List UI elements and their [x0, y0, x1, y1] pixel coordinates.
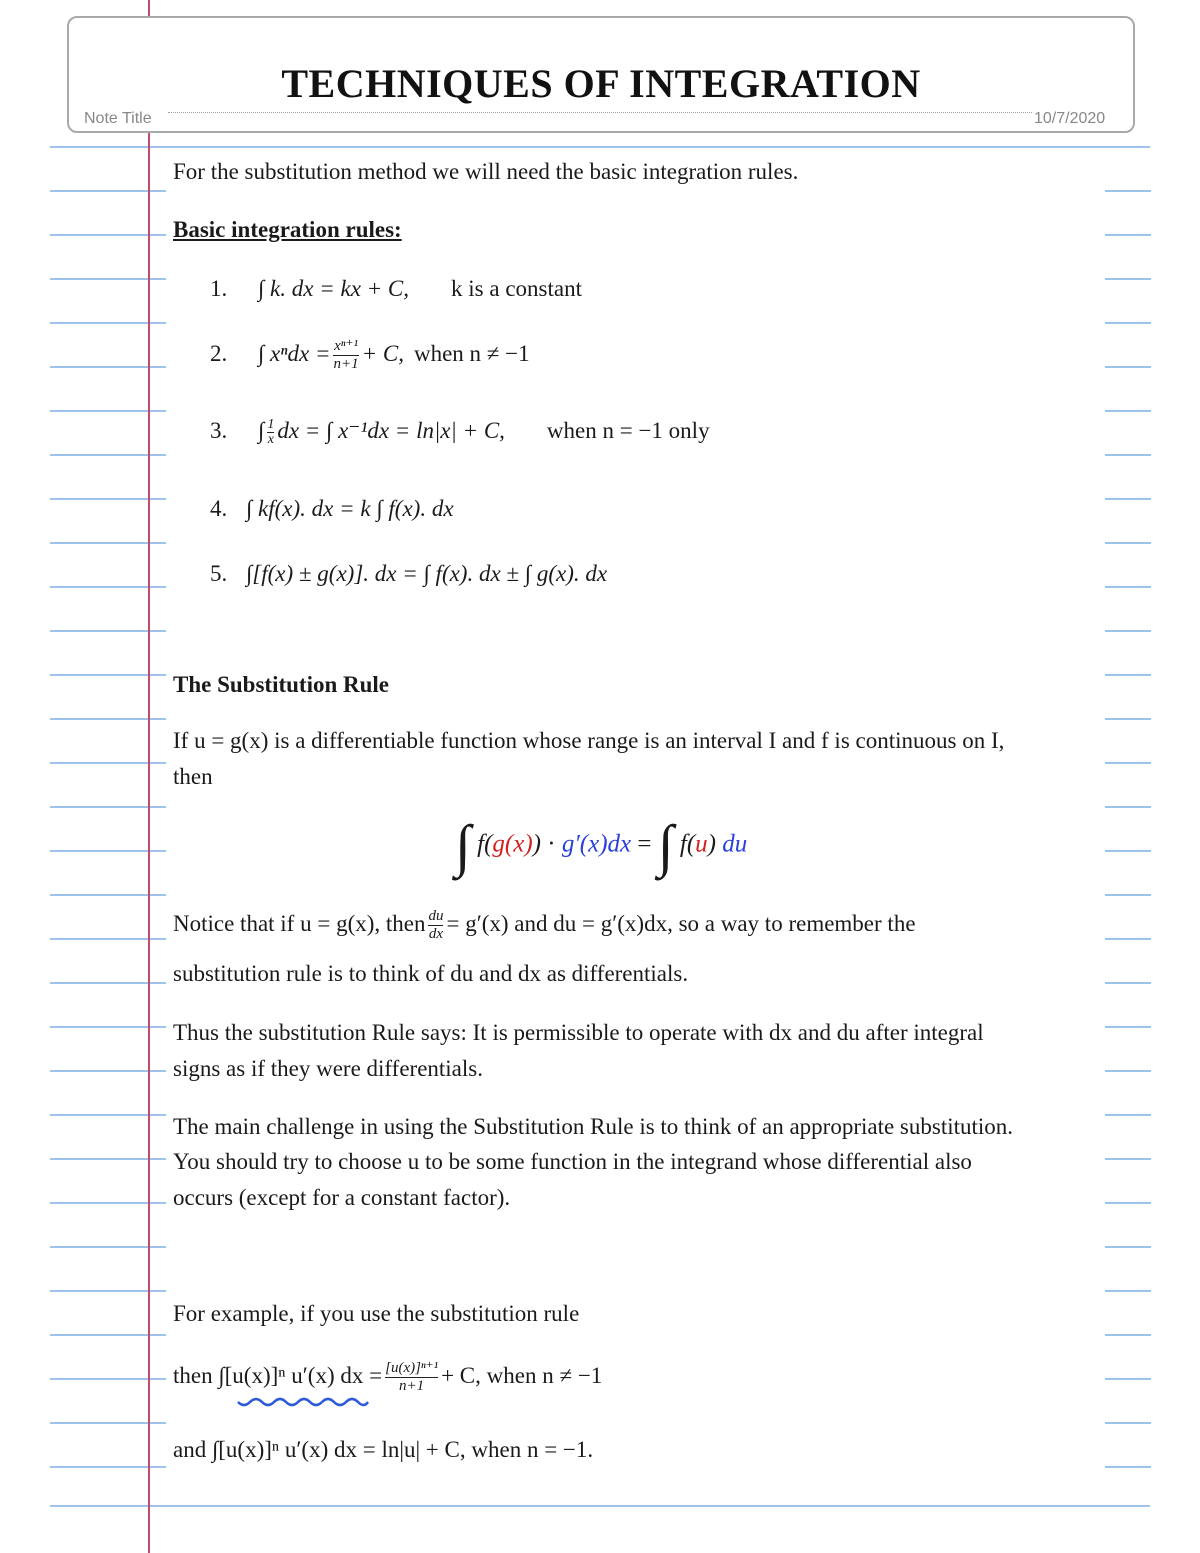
underline-u-of-x-power	[238, 1399, 322, 1405]
rule-formula: ∫ k. dx = kx + C,	[258, 276, 410, 301]
ruled-line-right	[1105, 1422, 1151, 1424]
rule-lhs: ∫	[258, 418, 265, 443]
ruled-line-right	[1105, 806, 1151, 808]
ruled-line-right	[1105, 1026, 1151, 1028]
rule-number: 2.	[210, 340, 228, 366]
note-header	[67, 16, 1135, 133]
fraction-denominator: n+1	[385, 1377, 438, 1395]
ruled-line	[50, 1505, 1150, 1507]
example-text: then ∫[u(x)]ⁿ u′(x) dx =	[173, 1362, 383, 1388]
rule-2	[210, 338, 530, 373]
ruled-line-right	[1105, 674, 1151, 676]
fraction-denominator: dx	[428, 926, 444, 942]
ruled-line-right	[1105, 1246, 1151, 1248]
rule-note: k is a constant	[451, 276, 582, 301]
ruled-line-right	[1105, 1202, 1151, 1204]
ruled-line-right	[1105, 762, 1151, 764]
rule-rhs: dx = ∫ x⁻¹dx = ln|x| + C,	[277, 418, 505, 443]
intro-text: For the substitution method we will need the basic integration rules.	[173, 159, 799, 184]
du-dx-fraction	[428, 908, 443, 943]
rule-number: 3.	[210, 418, 228, 443]
header-divider	[168, 112, 1032, 113]
ruled-line-right	[1105, 982, 1151, 984]
margin-line	[148, 0, 150, 1553]
rule-lhs: ∫ xⁿdx =	[258, 340, 331, 366]
formula-g-prime-dx: g′(x)dx	[561, 830, 632, 858]
formula-paren: )	[707, 830, 716, 858]
underline-u-prime	[322, 1399, 368, 1405]
ruled-line-right	[1105, 894, 1151, 896]
example-formula-2: and ∫[u(x)]ⁿ u′(x) dx = ln|u| + C, when n = −1.	[173, 1437, 594, 1462]
formula-f: f(	[679, 830, 696, 858]
page-title: TECHNIQUES OF INTEGRATION	[281, 61, 921, 106]
rule-number: 4.	[210, 496, 228, 521]
formula-dot: ·	[547, 830, 556, 858]
formula-equals: =	[637, 830, 652, 858]
fraction-numerator: 1	[267, 417, 275, 433]
ruled-line-right	[1105, 1466, 1151, 1468]
ruled-line-right	[1105, 410, 1151, 412]
rules-heading: Basic integration rules:	[173, 217, 402, 242]
notice-line-1	[173, 908, 916, 943]
ruled-line-right	[1105, 850, 1151, 852]
example-fraction	[385, 1360, 438, 1395]
integral-sign: ∫	[657, 813, 674, 878]
formula-u: u	[695, 830, 708, 858]
thus-line-1: Thus the substitution Rule says: It is permissible to operate with dx and du after integral	[173, 1020, 984, 1045]
ruled-line-right	[1105, 366, 1151, 368]
fraction-denominator: n+1	[333, 356, 359, 372]
substitution-heading: The Substitution Rule	[173, 672, 390, 697]
ruled-line-right	[1105, 1290, 1151, 1292]
substitution-formula	[455, 813, 748, 878]
ruled-line-right	[1105, 322, 1151, 324]
rule-rhs: + C,	[361, 340, 404, 366]
example-text: + C, when n ≠ −1	[441, 1362, 603, 1388]
ruled-line-right	[1105, 278, 1151, 280]
fraction-numerator: xⁿ⁺¹	[334, 338, 358, 354]
substitution-definition-line-2: then	[173, 764, 213, 789]
ruled-line-right	[1105, 718, 1151, 720]
formula-f: f(	[477, 830, 493, 858]
ruled-line-right	[1105, 498, 1151, 500]
note-date: 10/7/2020	[1034, 110, 1106, 127]
ruled-line-right	[1105, 542, 1151, 544]
rule-fraction	[333, 338, 358, 373]
notice-text: Notice that if u = g(x), then	[173, 910, 426, 936]
integral-sign: ∫	[455, 813, 471, 878]
ruled-line-right	[1105, 1334, 1151, 1336]
substitution-definition-line-1: If u = g(x) is a differentiable function whose range is an interval I and f is continuous on I,	[173, 728, 1005, 753]
ruled-line-right	[1105, 1158, 1151, 1160]
rule-3	[210, 418, 710, 447]
formula-g-of-x: g(x)	[492, 830, 533, 858]
ruled-line-right	[1105, 1114, 1151, 1116]
challenge-line-1: The main challenge in using the Substitution Rule is to think of an appropriate substitution.	[173, 1114, 1014, 1139]
rule-note: when n ≠ −1	[413, 340, 530, 366]
ruled-line-right	[1105, 630, 1151, 632]
formula-paren: )	[532, 830, 541, 858]
note-title-label: Note Title	[84, 110, 152, 127]
ruled-line-right	[1105, 938, 1151, 940]
fraction-numerator: du	[428, 908, 444, 924]
ruled-line	[50, 146, 1150, 148]
rule-note: when n = −1 only	[546, 418, 710, 443]
ruled-line-right	[1105, 586, 1151, 588]
rule-1	[210, 276, 582, 302]
example-intro: For example, if you use the substitution rule	[173, 1301, 580, 1326]
ruled-line-right	[1105, 454, 1151, 456]
formula-du: du	[722, 830, 748, 858]
challenge-line-2: You should try to choose u to be some function in the integrand whose differential also	[173, 1149, 972, 1174]
rule-4	[210, 496, 454, 522]
ruled-line-right	[1105, 1378, 1151, 1380]
rule-5	[210, 561, 607, 587]
handwritten-underline	[236, 1396, 376, 1410]
fraction-denominator: x	[267, 432, 274, 448]
rule-number: 5.	[210, 561, 228, 586]
rule-number: 1.	[210, 276, 228, 301]
rule-fraction	[267, 418, 274, 447]
challenge-line-3: occurs (except for a constant factor).	[173, 1185, 511, 1210]
rule-formula: ∫ kf(x). dx = k ∫ f(x). dx	[246, 496, 454, 521]
example-formula-1	[173, 1360, 602, 1395]
notice-text: = g′(x) and du = g′(x)dx, so a way to remember the	[446, 910, 916, 936]
notice-line-2: substitution rule is to think of du and dx as differentials.	[173, 961, 689, 986]
ruled-line-right	[1105, 190, 1151, 192]
fraction-numerator: [u(x)]ⁿ⁺¹	[385, 1360, 439, 1376]
ruled-line-right	[1105, 234, 1151, 236]
ruled-line-right	[1105, 1070, 1151, 1072]
thus-line-2: signs as if they were differentials.	[173, 1056, 483, 1081]
rule-formula: ∫[f(x) ± g(x)]. dx = ∫ f(x). dx ± ∫ g(x). dx	[246, 561, 608, 586]
